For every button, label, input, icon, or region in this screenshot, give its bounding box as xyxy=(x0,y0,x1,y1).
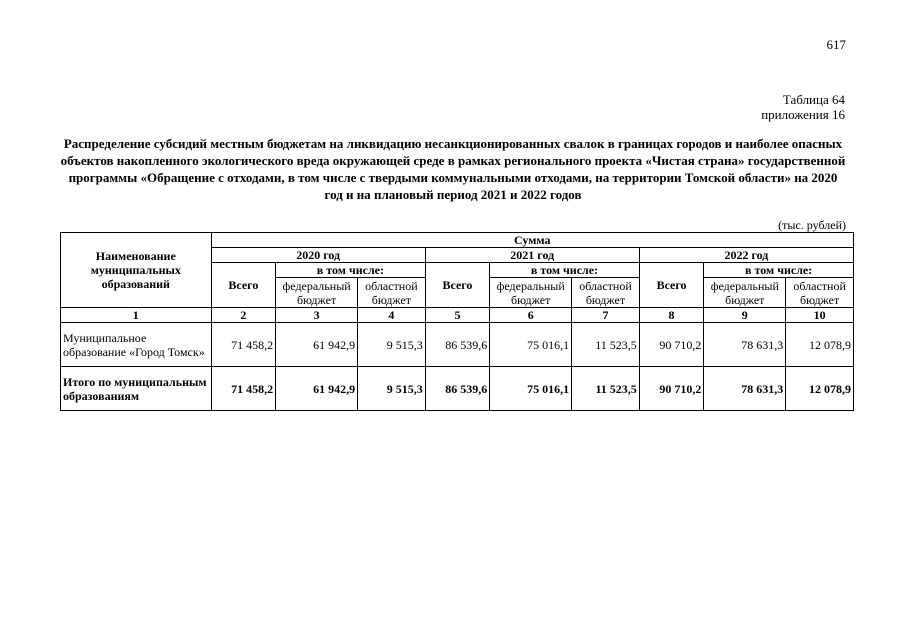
header-including: в том числе: xyxy=(490,263,640,278)
total-value-cell: 9 515,3 xyxy=(358,367,426,411)
table-row xyxy=(61,323,854,367)
value-cell: 71 458,2 xyxy=(211,323,276,367)
header-federal-budget: федеральный бюджет xyxy=(490,278,572,308)
column-number: 2 xyxy=(211,308,276,323)
column-number: 10 xyxy=(786,308,854,323)
table-ref-line1: Таблица 64 xyxy=(782,92,845,107)
column-number: 8 xyxy=(639,308,704,323)
header-year-2020: 2020 год xyxy=(211,248,425,263)
column-number: 3 xyxy=(276,308,358,323)
header-including: в том числе: xyxy=(704,263,854,278)
units-label: (тыс. рублей) xyxy=(778,218,846,232)
total-row xyxy=(61,367,854,411)
header-total: Всего xyxy=(639,263,704,308)
document-title: Распределение субсидий местным бюджетам на ликвидацию несанкционированных свалок в границах городов и наиболее опасных объектов накопленного экологического вреда окружающей среде в рамках регионального проекта «Чистая страна» государственной программы «Обращение с отходами, в том числе с твердыми коммунальными отходами, на территории Томской области» на 2020 год и на плановый период 2021 и 2022 годов xyxy=(60,136,846,202)
subsidy-table xyxy=(60,232,854,411)
header-regional-budget: областной бюджет xyxy=(572,278,640,308)
total-value-cell: 78 631,3 xyxy=(704,367,786,411)
value-cell: 11 523,5 xyxy=(572,323,640,367)
column-number: 5 xyxy=(425,308,490,323)
value-cell: 75 016,1 xyxy=(490,323,572,367)
header-federal-budget: федеральный бюджет xyxy=(276,278,358,308)
header-regional-budget: областной бюджет xyxy=(786,278,854,308)
value-cell: 90 710,2 xyxy=(639,323,704,367)
total-value-cell: 71 458,2 xyxy=(211,367,276,411)
column-number: 4 xyxy=(358,308,426,323)
total-value-cell: 75 016,1 xyxy=(490,367,572,411)
value-cell: 78 631,3 xyxy=(704,323,786,367)
page-number: 617 xyxy=(826,37,846,52)
total-value-cell: 61 942,9 xyxy=(276,367,358,411)
value-cell: 12 078,9 xyxy=(786,323,854,367)
column-number: 1 xyxy=(61,308,212,323)
total-value-cell: 90 710,2 xyxy=(639,367,704,411)
table-ref-line2: приложения 16 xyxy=(761,107,845,122)
header-total: Всего xyxy=(211,263,276,308)
total-row-label: Итого по муниципальным образованиям xyxy=(61,367,212,411)
column-number: 7 xyxy=(572,308,640,323)
column-number: 6 xyxy=(490,308,572,323)
total-value-cell: 12 078,9 xyxy=(786,367,854,411)
header-total: Всего xyxy=(425,263,490,308)
header-municipality: Наименование муниципальных образований xyxy=(61,233,212,308)
value-cell: 9 515,3 xyxy=(358,323,426,367)
municipality-name: Муниципальное образование «Город Томск» xyxy=(61,323,212,367)
header-federal-budget: федеральный бюджет xyxy=(704,278,786,308)
value-cell: 86 539,6 xyxy=(425,323,490,367)
header-year-2021: 2021 год xyxy=(425,248,639,263)
value-cell: 61 942,9 xyxy=(276,323,358,367)
total-value-cell: 11 523,5 xyxy=(572,367,640,411)
header-year-2022: 2022 год xyxy=(639,248,853,263)
total-value-cell: 86 539,6 xyxy=(425,367,490,411)
header-sum: Сумма xyxy=(211,233,853,248)
table-reference xyxy=(640,92,845,122)
header-including: в том числе: xyxy=(276,263,426,278)
column-number: 9 xyxy=(704,308,786,323)
header-regional-budget: областной бюджет xyxy=(358,278,426,308)
